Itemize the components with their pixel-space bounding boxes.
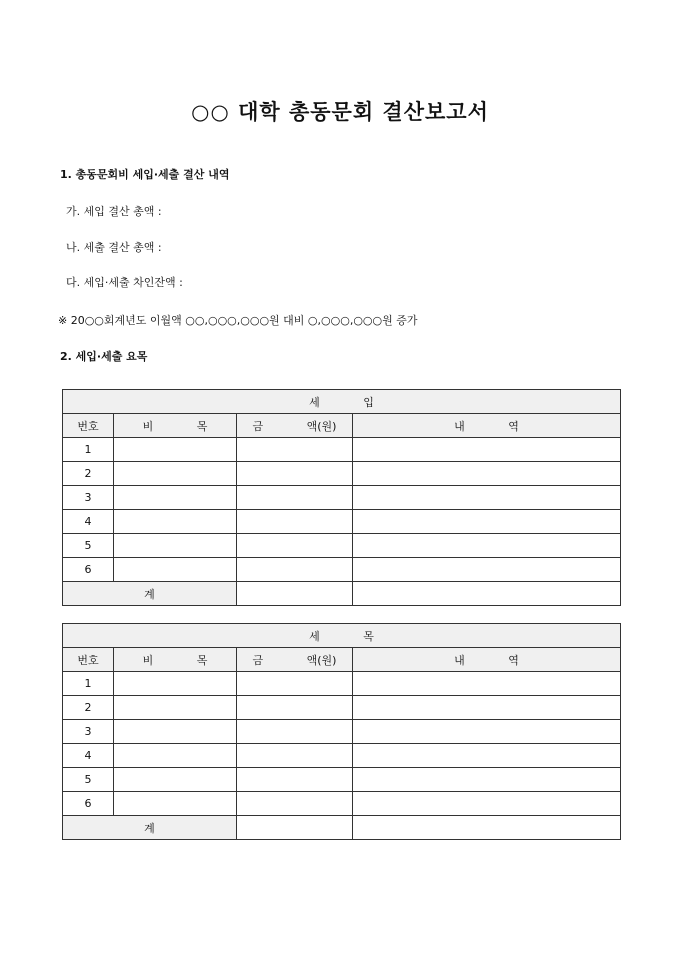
column-header: 번호 — [63, 414, 114, 438]
row-number: 2 — [63, 696, 114, 720]
total-label: 계 — [63, 816, 237, 840]
item-cell[interactable] — [114, 462, 237, 486]
column-header: 내 역 — [353, 414, 621, 438]
table-row — [63, 744, 621, 768]
total-detail-cell[interactable] — [353, 816, 621, 840]
section1-heading: 1. 총동문회비 세입·세출 결산 내역 — [60, 168, 230, 181]
table-row — [63, 768, 621, 792]
amount-cell[interactable] — [237, 558, 353, 582]
row-number: 4 — [63, 744, 114, 768]
item-cell[interactable] — [114, 768, 237, 792]
column-header: 금 액(원) — [237, 414, 353, 438]
row-number: 1 — [63, 438, 114, 462]
item-cell[interactable] — [114, 558, 237, 582]
table-title: 세 목 — [63, 624, 621, 648]
income-total: 가. 세입 결산 총액 : — [66, 205, 162, 218]
detail-cell[interactable] — [353, 696, 621, 720]
table-row — [63, 558, 621, 582]
income-table — [62, 389, 621, 606]
amount-cell[interactable] — [237, 534, 353, 558]
item-cell[interactable] — [114, 534, 237, 558]
table-row — [63, 462, 621, 486]
row-number: 6 — [63, 558, 114, 582]
expense-table — [62, 623, 621, 840]
amount-cell[interactable] — [237, 486, 353, 510]
total-amount-cell[interactable] — [237, 816, 353, 840]
carryover-note: ※ 20○○회계년도 이월액 ○○,○○○,○○○원 대비 ○,○○○,○○○원 증가 — [58, 314, 418, 327]
total-detail-cell[interactable] — [353, 582, 621, 606]
row-number: 5 — [63, 534, 114, 558]
total-row — [63, 816, 621, 840]
table-row — [63, 438, 621, 462]
item-cell[interactable] — [114, 438, 237, 462]
column-header: 비 목 — [114, 414, 237, 438]
table-row — [63, 486, 621, 510]
table-row — [63, 534, 621, 558]
detail-cell[interactable] — [353, 768, 621, 792]
row-number: 2 — [63, 462, 114, 486]
item-cell[interactable] — [114, 744, 237, 768]
amount-cell[interactable] — [237, 462, 353, 486]
amount-cell[interactable] — [237, 510, 353, 534]
item-cell[interactable] — [114, 672, 237, 696]
column-header: 내 역 — [353, 648, 621, 672]
column-header: 금 액(원) — [237, 648, 353, 672]
total-row — [63, 582, 621, 606]
section2-heading: 2. 세입·세출 요목 — [60, 350, 148, 363]
detail-cell[interactable] — [353, 534, 621, 558]
row-number: 6 — [63, 792, 114, 816]
column-header: 번호 — [63, 648, 114, 672]
table-title: 세 입 — [63, 390, 621, 414]
detail-cell[interactable] — [353, 744, 621, 768]
row-number: 3 — [63, 720, 114, 744]
detail-cell[interactable] — [353, 672, 621, 696]
detail-cell[interactable] — [353, 792, 621, 816]
balance: 다. 세입·세출 차인잔액 : — [66, 276, 183, 289]
amount-cell[interactable] — [237, 768, 353, 792]
table-row — [63, 672, 621, 696]
detail-cell[interactable] — [353, 438, 621, 462]
row-number: 3 — [63, 486, 114, 510]
column-header: 비 목 — [114, 648, 237, 672]
detail-cell[interactable] — [353, 510, 621, 534]
document-title: ○○ 대학 총동문회 결산보고서 — [191, 100, 489, 124]
row-number: 4 — [63, 510, 114, 534]
amount-cell[interactable] — [237, 438, 353, 462]
table-row — [63, 510, 621, 534]
item-cell[interactable] — [114, 510, 237, 534]
table-row — [63, 696, 621, 720]
table-row — [63, 720, 621, 744]
table-row — [63, 792, 621, 816]
amount-cell[interactable] — [237, 672, 353, 696]
amount-cell[interactable] — [237, 792, 353, 816]
item-cell[interactable] — [114, 720, 237, 744]
detail-cell[interactable] — [353, 486, 621, 510]
total-label: 계 — [63, 582, 237, 606]
item-cell[interactable] — [114, 792, 237, 816]
detail-cell[interactable] — [353, 558, 621, 582]
item-cell[interactable] — [114, 696, 237, 720]
detail-cell[interactable] — [353, 462, 621, 486]
amount-cell[interactable] — [237, 720, 353, 744]
expense-total: 나. 세출 결산 총액 : — [66, 241, 162, 254]
amount-cell[interactable] — [237, 696, 353, 720]
row-number: 1 — [63, 672, 114, 696]
row-number: 5 — [63, 768, 114, 792]
amount-cell[interactable] — [237, 744, 353, 768]
detail-cell[interactable] — [353, 720, 621, 744]
total-amount-cell[interactable] — [237, 582, 353, 606]
item-cell[interactable] — [114, 486, 237, 510]
